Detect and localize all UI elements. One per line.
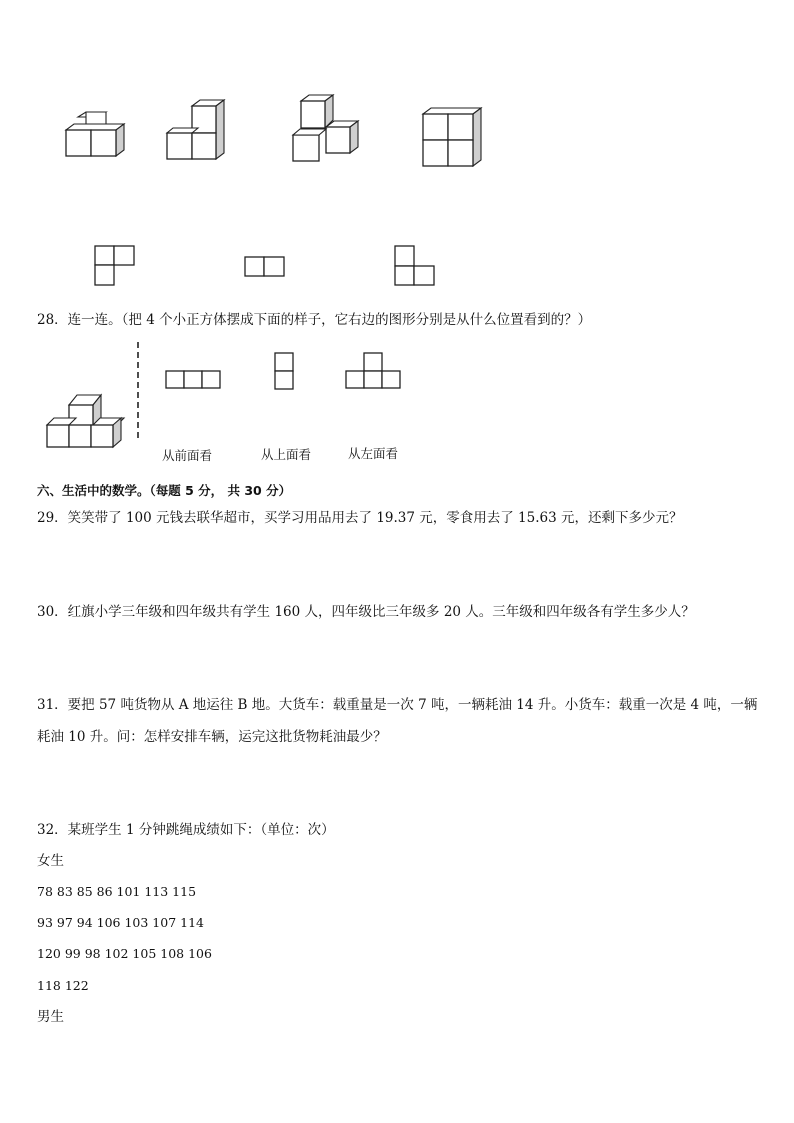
q31-line-2: 耗油 10 升。问：怎样安排车辆，运完这批货物耗油最少？ (37, 729, 387, 745)
q28-option-c (346, 353, 400, 388)
girls-row-2: 93 97 94 106 103 107 114 (37, 915, 204, 930)
cube-figure-4 (423, 108, 481, 166)
q28-text: 28．连一连。（把 4 个小正方体摆成下面的样子，它右边的图形分别是从什么位置看到的？） (37, 312, 592, 328)
q28-option-a (166, 371, 220, 388)
view-shape-2 (245, 257, 284, 276)
q28-option-b (275, 353, 293, 389)
view-shape-3 (395, 246, 434, 285)
q31-line-1: 31．要把 57 吨货物从 A 地运往 B 地。大货车：载重量是一次 7 吨，一辆耗油 14 升。小货车：载重一次是 4 吨，一辆 (37, 697, 758, 713)
girls-row-1: 78 83 85 86 101 113 115 (37, 884, 197, 899)
girls-row-4: 118 122 (37, 978, 89, 993)
view-shape-1 (95, 246, 134, 285)
q28-solid-figure (47, 395, 124, 447)
label-front-view: 从前面看 (162, 448, 213, 463)
cube-figure-2 (167, 100, 224, 159)
q30-text: 30．红旗小学三年级和四年级共有学生 160 人，四年级比三年级多 20 人。三年级和四年级各有学生多少人？ (37, 604, 695, 620)
label-left-view: 从左面看 (348, 446, 399, 461)
girls-row-3: 120 99 98 102 105 108 106 (37, 946, 212, 961)
q32-text: 32．某班学生 1 分钟跳绳成绩如下：（单位：次） (37, 822, 335, 838)
q29-text: 29．笑笑带了 100 元钱去联华超市，买学习用品用去了 19.37 元，零食用去了 15.63 元，还剩下多少元？ (37, 510, 683, 526)
cube-figure-1 (66, 112, 124, 156)
section-6-title: 六、生活中的数学。（每题 5 分， 共 30 分） (37, 483, 292, 498)
boys-label: 男生 (37, 1009, 64, 1025)
girls-label: 女生 (37, 853, 64, 869)
cube-figure-3 (293, 95, 358, 161)
label-top-view: 从上面看 (261, 447, 312, 462)
